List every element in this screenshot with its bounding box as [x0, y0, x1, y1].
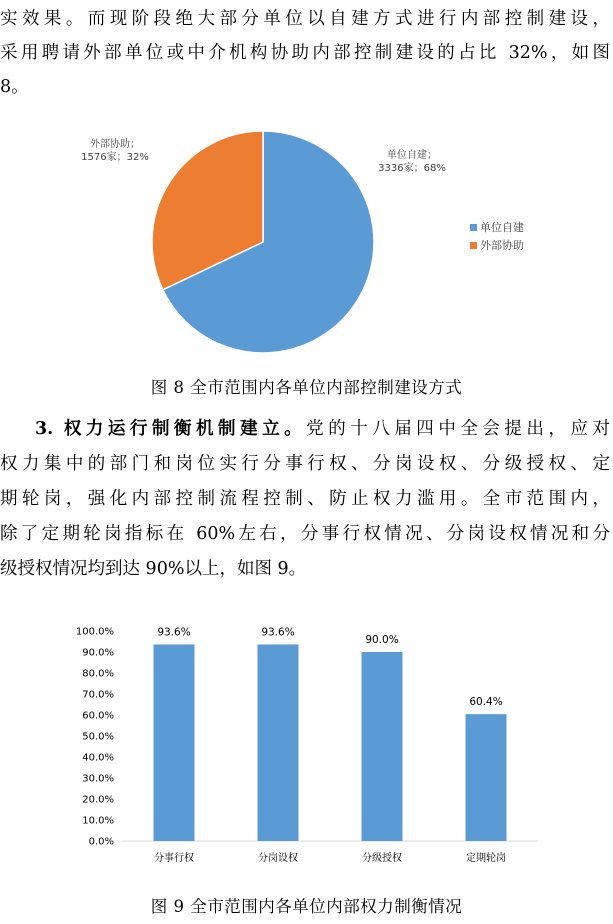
bar	[466, 714, 507, 841]
bar	[258, 644, 299, 841]
paragraph-line: 期轮岗，强化内部控制流程控制、防止权力滥用。全市范围内，	[0, 489, 610, 509]
x-tick-label: 分级授权	[362, 853, 402, 864]
bar-value-label: 90.0%	[365, 634, 399, 646]
pie-label-self-built-line2: 3336家；68%	[378, 163, 446, 174]
legend-label-outsourced: 外部协助	[480, 239, 524, 252]
y-tick-label: 20.0%	[82, 794, 114, 806]
paragraph-line: 权力集中的部门和岗位实行分事行权、分岗设权、分级授权、定	[0, 454, 610, 474]
y-tick-label: 90.0%	[82, 647, 114, 659]
y-tick-label: 30.0%	[82, 773, 114, 785]
pie-chart	[60, 118, 560, 373]
bar-value-label: 93.6%	[261, 626, 295, 639]
pie-label-outsourced-line2: 1576家；32%	[81, 152, 149, 163]
bar-value-label: 60.4%	[469, 696, 503, 709]
y-tick-label: 100.0%	[75, 626, 114, 638]
pie-label-outsourced-line1: 外部协助；	[90, 139, 140, 150]
x-tick-label: 定期轮岗	[466, 853, 506, 864]
legend-swatch-self-built	[470, 224, 477, 231]
paragraph-line	[0, 412, 610, 446]
paragraph-line: 8。	[0, 77, 29, 97]
paragraph-line: 实效果。而现阶段绝大部分单位以自建方式进行内部控制建设，	[0, 9, 610, 29]
paragraph-line: 级授权情况均到达 90%以上，如图 9。	[0, 559, 307, 579]
bar	[154, 644, 195, 841]
bar	[362, 652, 403, 841]
x-tick-label: 分事行权	[154, 853, 194, 864]
pie-label-self-built-line1: 单位自建；	[387, 150, 437, 161]
y-tick-label: 10.0%	[82, 815, 114, 827]
legend-label-self-built: 单位自建	[480, 221, 524, 234]
legend-swatch-outsourced	[470, 242, 477, 249]
bar-chart	[60, 615, 560, 875]
paragraph-line: 采用聘请外部单位或中介机构协助内部控制建设的占比 32%，如图	[0, 43, 610, 63]
x-tick-label: 分岗设权	[258, 853, 298, 864]
y-tick-label: 40.0%	[82, 752, 114, 764]
y-tick-label: 60.0%	[82, 710, 114, 722]
y-tick-label: 50.0%	[82, 731, 114, 743]
y-tick-label: 70.0%	[82, 689, 114, 701]
figure-9-caption: 图 9 全市范围内各单位内部权力制衡情况	[150, 897, 463, 916]
bar-value-label: 93.6%	[157, 626, 191, 639]
section-heading: 3. 权力运行制衡机制建立。	[35, 419, 307, 439]
y-tick-label: 80.0%	[82, 668, 114, 680]
figure-8-caption: 图 8 全市范围内各单位内部控制建设方式	[150, 378, 463, 397]
paragraph-text: 党的十八届四中全会提出，应对	[306, 419, 610, 439]
y-tick-label: 0.0%	[88, 836, 114, 848]
paragraph-line: 除了定期轮岗指标在 60%左右，分事行权情况、分岗设权情况和分	[0, 524, 610, 544]
